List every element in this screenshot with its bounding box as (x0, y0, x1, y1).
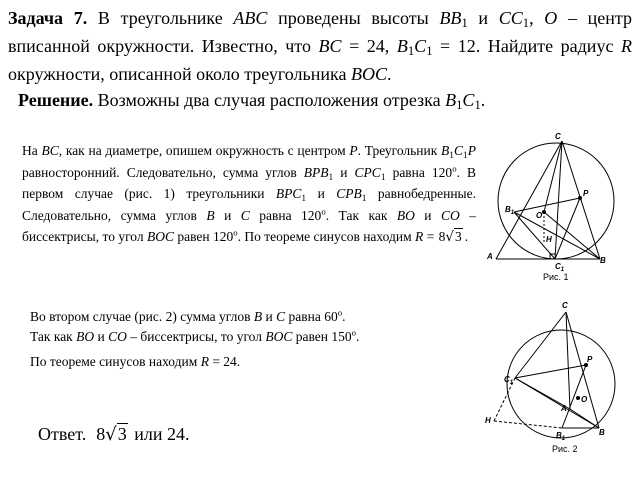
case2-line2: Так как BO и CO – биссектрисы, то угол BOC равен 150$^o$. (30, 327, 360, 344)
figure-1-caption: Рис. 1 (543, 272, 569, 282)
answer-line: Ответ. 8√3 или 24. (38, 424, 190, 445)
solution-heading: Решение. Возможны два случая расположения отрезка $B_1C_1$. (18, 90, 486, 112)
figure-2-caption: Рис. 2 (552, 444, 578, 454)
case1-paragraph: На BC, как на диаметре, опишем окружность с центром P. Треугольник $B_1C_1P$ равносторонний. Следовательно, сумма углов $BPB_1$ и $CPC_1$ равна 120$^o$. В первом случае (рис. 1) треугольники $BPC_1$ и $CPB_1$ равнобедренные. Следовательно, сумма углов B и C равна 120$^o$. Так как BO и CO – биссектрисы, то угол BOC равен 120$^o$. По теореме синусов находим R = 8√3 . (22, 140, 476, 249)
segment-pc1 (515, 365, 586, 378)
answer-radical: 8√3 (96, 424, 127, 445)
segment-cc1 (515, 312, 566, 378)
label-c: C (562, 301, 568, 310)
label-c1: $C_1$ (555, 262, 565, 273)
problem-statement: Задача 7. В треугольнике ABC проведены высоты $BB_1$ и $CC_1$, O – центр вписанной окружности. Известно, что BC = 24, $B_1C_1 = 12$. Найдите радиус R окружности, описанной около треугольника BOC. (8, 8, 633, 84)
label-b: B (599, 428, 605, 437)
bisector-co (544, 141, 562, 212)
altitude-cc1 (555, 141, 562, 259)
label-h: H (546, 235, 552, 244)
circumcircle-2 (507, 330, 615, 438)
figure-1 (484, 126, 640, 286)
radical-8-sqrt-3: 8√3 (438, 229, 462, 245)
case2-line1: Во втором случае (рис. 2) сумма углов B и C равна 60$^o$. (30, 307, 346, 324)
answer-label: Ответ. (38, 424, 87, 444)
label-h: H (485, 416, 491, 425)
label-o: O (581, 395, 588, 404)
point-o (542, 210, 546, 214)
label-p: P (587, 355, 593, 364)
label-b: B (600, 256, 606, 265)
label-b1: $B_1$ (556, 431, 566, 442)
label-p: P (583, 189, 589, 198)
bisector-bo (544, 212, 600, 259)
label-b1: $B_1$ (505, 205, 515, 216)
segment-pc1 (555, 198, 580, 259)
side-cb (566, 312, 599, 428)
label-c1: $C_1$ (504, 375, 514, 386)
label-a: A (561, 404, 567, 413)
label-c: C (555, 132, 561, 141)
case2-line3: По теореме синусов находим R = 24. (30, 354, 241, 369)
point-p (578, 196, 582, 200)
side-ca (566, 312, 570, 409)
problem-label: Задача 7. (8, 8, 88, 28)
label-a: A (487, 252, 493, 261)
label-o: O (536, 211, 543, 220)
figure-2 (482, 298, 640, 458)
solution-label: Решение. (18, 90, 94, 110)
point-o (576, 396, 580, 400)
side-ac (496, 141, 562, 259)
